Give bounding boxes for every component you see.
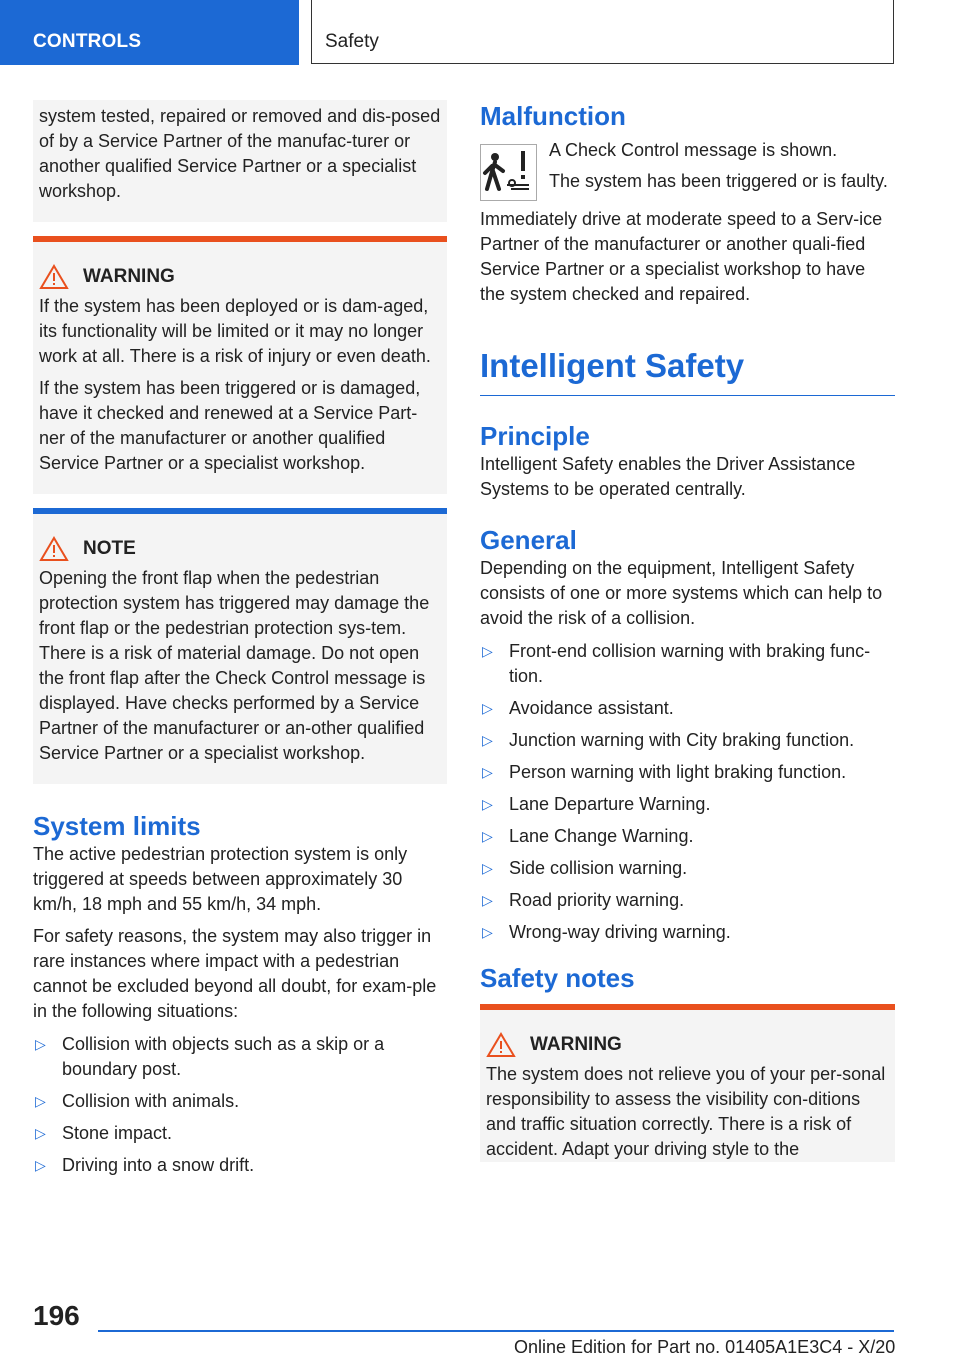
principle-text: Intelligent Safety enables the Driver Assistance Systems to be operated centrally. (480, 454, 856, 499)
safety-notes-heading: Safety notes (480, 963, 635, 993)
malfunction-line-1: A Check Control message is shown. (549, 140, 838, 160)
continued-text: system tested, repaired or removed and dis-posed of by a Service Partner of the manufac-turer or another qualified Service Partner or a specialist workshop. (39, 106, 441, 201)
warning-triangle-icon (486, 1032, 516, 1058)
system-limits-list (33, 1032, 447, 1178)
left-column (33, 100, 447, 1185)
list-item: ▷ Front-end collision warning with braking func-tion. (482, 641, 871, 686)
page-number: 196 (33, 1300, 80, 1331)
edition-text: Online Edition for Part no. 01405A1E3C4 - X/20 (514, 1337, 896, 1357)
safety-warning-header (486, 1032, 889, 1058)
triangle-bullet-icon: ▷ (35, 1036, 46, 1052)
triangle-bullet-icon: ▷ (35, 1125, 46, 1141)
triangle-bullet-icon: ▷ (35, 1157, 46, 1173)
malfunction-messages (549, 138, 888, 201)
warning-triangle-icon (39, 536, 69, 562)
triangle-bullet-icon: ▷ (482, 892, 493, 908)
list-item: ▷ Collision with animals. (33, 1089, 447, 1114)
footer-rule (98, 1330, 894, 1332)
list-item: ▷ Person warning with light braking function. (480, 760, 895, 785)
list-item: ▷ Wrong-way driving warning. (480, 920, 895, 945)
warning-box (33, 236, 447, 494)
section-title: CONTROLS (33, 31, 142, 52)
continued-box (33, 100, 447, 222)
section-tab (0, 0, 299, 65)
note-header (39, 536, 441, 562)
general-text: Depending on the equipment, Intelligent Safety consists of one or more systems which can help to avoid the risk of a collision. (480, 558, 883, 628)
malfunction-indicator (480, 138, 895, 201)
safety-warning-text: The system does not relieve you of your per-sonal responsibility to assess the visibility con-ditions and traffic situation correctly. There is a risk of accident. Adapt your driving style to the (486, 1064, 886, 1159)
triangle-bullet-icon: ▷ (482, 828, 493, 844)
triangle-bullet-icon: ▷ (35, 1093, 46, 1109)
note-box (33, 508, 447, 784)
note-title: NOTE (83, 538, 136, 559)
safety-warning-title: WARNING (530, 1034, 622, 1055)
malfunction-line-2: The system has been triggered or is faulty. (549, 171, 888, 191)
principle-heading: Principle (480, 421, 590, 451)
triangle-bullet-icon: ▷ (482, 796, 493, 812)
warning-text-2: If the system has been triggered or is damaged, have it checked and renewed at a Service Part-ner of the manufacturer or another qualified Service Partner or a specialist workshop. (39, 378, 421, 473)
list-item: ▷ Stone impact. (33, 1121, 447, 1146)
triangle-bullet-icon: ▷ (482, 732, 493, 748)
chapter-title: Safety (325, 31, 379, 52)
triangle-bullet-icon: ▷ (482, 700, 493, 716)
malfunction-heading: Malfunction (480, 101, 626, 131)
warning-triangle-icon (39, 264, 69, 290)
list-item: ▷ Collision with objects such as a skip or a boundary post. (35, 1034, 385, 1079)
list-item: ▷ Road priority warning. (480, 888, 895, 913)
list-item: ▷ Side collision warning. (480, 856, 895, 881)
warning-header (39, 264, 441, 290)
list-item: ▷ Lane Departure Warning. (480, 792, 895, 817)
list-item: ▷ Avoidance assistant. (480, 696, 895, 721)
triangle-bullet-icon: ▷ (482, 860, 493, 876)
warning-title: WARNING (83, 266, 175, 287)
general-heading: General (480, 525, 577, 555)
triangle-bullet-icon: ▷ (482, 643, 493, 659)
system-limits-text-2: For safety reasons, the system may also trigger in rare instances where impact with a pedestrian cannot be excluded beyond all doubt, for exam-ple in the following situations: (33, 926, 437, 1021)
malfunction-text: Immediately drive at moderate speed to a Serv-ice Partner of the manufacturer or another quali-fied Service Partner or a specialist workshop to have the system checked and repaired. (480, 209, 883, 304)
list-item: ▷ Driving into a snow drift. (33, 1153, 447, 1178)
list-item: ▷ Junction warning with City braking function. (480, 728, 895, 753)
warning-text-1: If the system has been deployed or is dam-aged, its functionality will be limited or it may no longer work at all. There is a risk of injury or even death. (39, 296, 431, 366)
safety-warning-box (480, 1004, 895, 1162)
intelligent-safety-heading: Intelligent Safety (480, 345, 895, 396)
triangle-bullet-icon: ▷ (482, 764, 493, 780)
system-limits-text-1: The active pedestrian protection system is only triggered at speeds between approximately 30 km/h, 18 mph and 55 km/h, 34 mph. (33, 844, 408, 914)
system-limits-heading: System limits (33, 811, 201, 841)
triangle-bullet-icon: ▷ (482, 924, 493, 940)
chapter-tab (311, 0, 894, 64)
note-text: Opening the front flap when the pedestrian protection system has triggered may damage the front flap or the pedestrian protection sys-tem. There is a risk of material damage. Do not open the front flap after the Check Control message is displayed. Have checks performed by a Service Partner of the manufacturer or an-other qualified Service Partner or a specialist workshop. (39, 568, 430, 763)
list-item: ▷ Lane Change Warning. (480, 824, 895, 849)
pedestrian-protection-icon (480, 144, 537, 201)
right-column (480, 100, 895, 1162)
general-list (480, 639, 895, 945)
